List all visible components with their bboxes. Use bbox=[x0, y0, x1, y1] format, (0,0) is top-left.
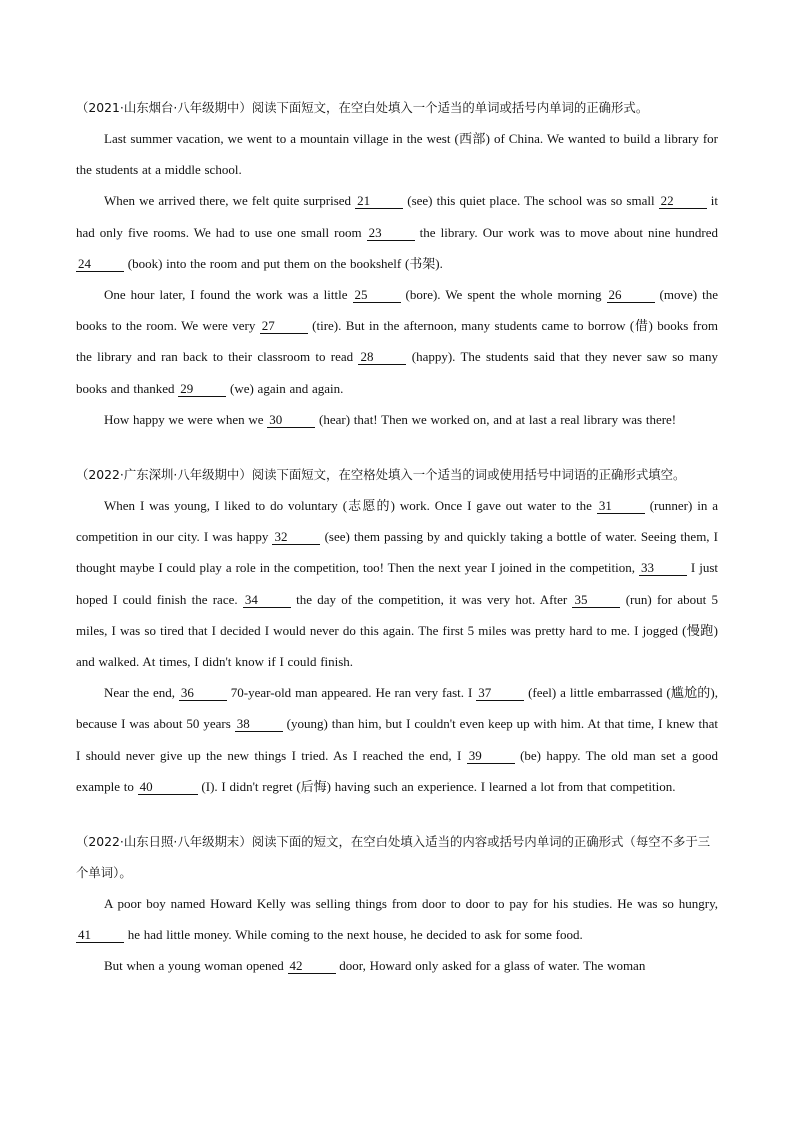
answer-blank[interactable]: 41 bbox=[76, 927, 124, 943]
passage-paragraph: When we arrived there, we felt quite surprised 21 (see) this quiet place. The school was so small 22 it had only five rooms. We had to use one small room 23 the library. Our work was to move about nine hundred 24 (book) into the room and put them on the bookshelf (书架). bbox=[76, 193, 718, 271]
exercise-section bbox=[76, 826, 718, 982]
passage-paragraph: Near the end, 36 70-year-old man appeared. He ran very fast. I 37 (feel) a little embarrassed (尴尬的), because I was about 50 years 38 (young) than him, but I couldn't even keep up with him. At that time, I knew that I should never give up the new things I tried. As I reached the end, I 39 (be) happy. The old man set a good example to 40 (I). I didn't regret (后悔) having such an experience. I learned a lot from that competition. bbox=[76, 685, 718, 794]
passage-paragraph: One hour later, I found the work was a little 25 (bore). We spent the whole morning 26 (move) the books to the room. We were very 27 (tire). But in the afternoon, many students came to borrow (借) books from the library and ran back to their classroom to read 28 (happy). The students said that they never saw so many books and thanked 29 (we) again and again. bbox=[76, 287, 718, 396]
answer-blank[interactable]: 32 bbox=[272, 529, 320, 545]
exercise-instructions: （2021·山东烟台·八年级期中）阅读下面短文，在空白处填入一个适当的单词或括号内单词的正确形式。 bbox=[76, 100, 649, 115]
answer-blank[interactable]: 34 bbox=[243, 592, 291, 608]
exercise-section bbox=[76, 459, 718, 802]
answer-blank[interactable]: 25 bbox=[353, 287, 401, 303]
exercise-section bbox=[76, 92, 718, 435]
answer-blank[interactable]: 36 bbox=[179, 685, 227, 701]
answer-blank[interactable]: 31 bbox=[597, 498, 645, 514]
answer-blank[interactable]: 40 bbox=[138, 779, 198, 795]
answer-blank[interactable]: 39 bbox=[467, 748, 515, 764]
passage-paragraph: Last summer vacation, we went to a mountain village in the west (西部) of China. We wanted to build a library for the students at a middle school. bbox=[76, 131, 718, 178]
answer-blank[interactable]: 30 bbox=[267, 412, 315, 428]
answer-blank[interactable]: 37 bbox=[476, 685, 524, 701]
answer-blank[interactable]: 29 bbox=[178, 381, 226, 397]
answer-blank[interactable]: 33 bbox=[639, 560, 687, 576]
exercise-instructions: （2022·山东日照·八年级期末）阅读下面的短文，在空白处填入适当的内容或括号内单词的正确形式（每空不多于三个单词）。 bbox=[76, 834, 711, 881]
answer-blank[interactable]: 24 bbox=[76, 256, 124, 272]
answer-blank[interactable]: 27 bbox=[260, 318, 308, 334]
answer-blank[interactable]: 22 bbox=[659, 193, 707, 209]
answer-blank[interactable]: 23 bbox=[367, 225, 415, 241]
answer-blank[interactable]: 28 bbox=[358, 349, 406, 365]
answer-blank[interactable]: 26 bbox=[607, 287, 655, 303]
passage-paragraph: But when a young woman opened 42 door, Howard only asked for a glass of water. The woman bbox=[104, 958, 646, 974]
answer-blank[interactable]: 42 bbox=[288, 958, 336, 974]
answer-blank[interactable]: 35 bbox=[572, 592, 620, 608]
passage-paragraph: How happy we were when we 30 (hear) that! Then we worked on, and at last a real library was there! bbox=[104, 411, 677, 427]
passage-paragraph: When I was young, I liked to do voluntary (志愿的) work. Once I gave out water to the 31 (runner) in a competition in our city. I was happy 32 (see) them passing by and quickly taking a bottle of water. Seeing them, I thought maybe I could play a role in the competition, too! Then the next year I joined in the competition, 33 I just hoped I could finish the race. 34 the day of the competition, it was very hot. After 35 (run) for about 5 miles, I was so tired that I decided I would never do this again. The first 5 miles was pretty hard to me. I jogged (慢跑) and walked. At times, I didn't know if I could finish. bbox=[76, 498, 719, 670]
exercise-instructions: （2022·广东深圳·八年级期中）阅读下面短文，在空格处填入一个适当的词或使用括号中词语的正确形式填空。 bbox=[76, 467, 686, 483]
answer-blank[interactable]: 21 bbox=[355, 193, 403, 209]
passage-paragraph: A poor boy named Howard Kelly was selling things from door to door to pay for his studies. He was so hungry, 41 he had little money. While coming to the next house, he decided to ask for some food. bbox=[78, 896, 718, 943]
answer-blank[interactable]: 38 bbox=[235, 716, 283, 732]
